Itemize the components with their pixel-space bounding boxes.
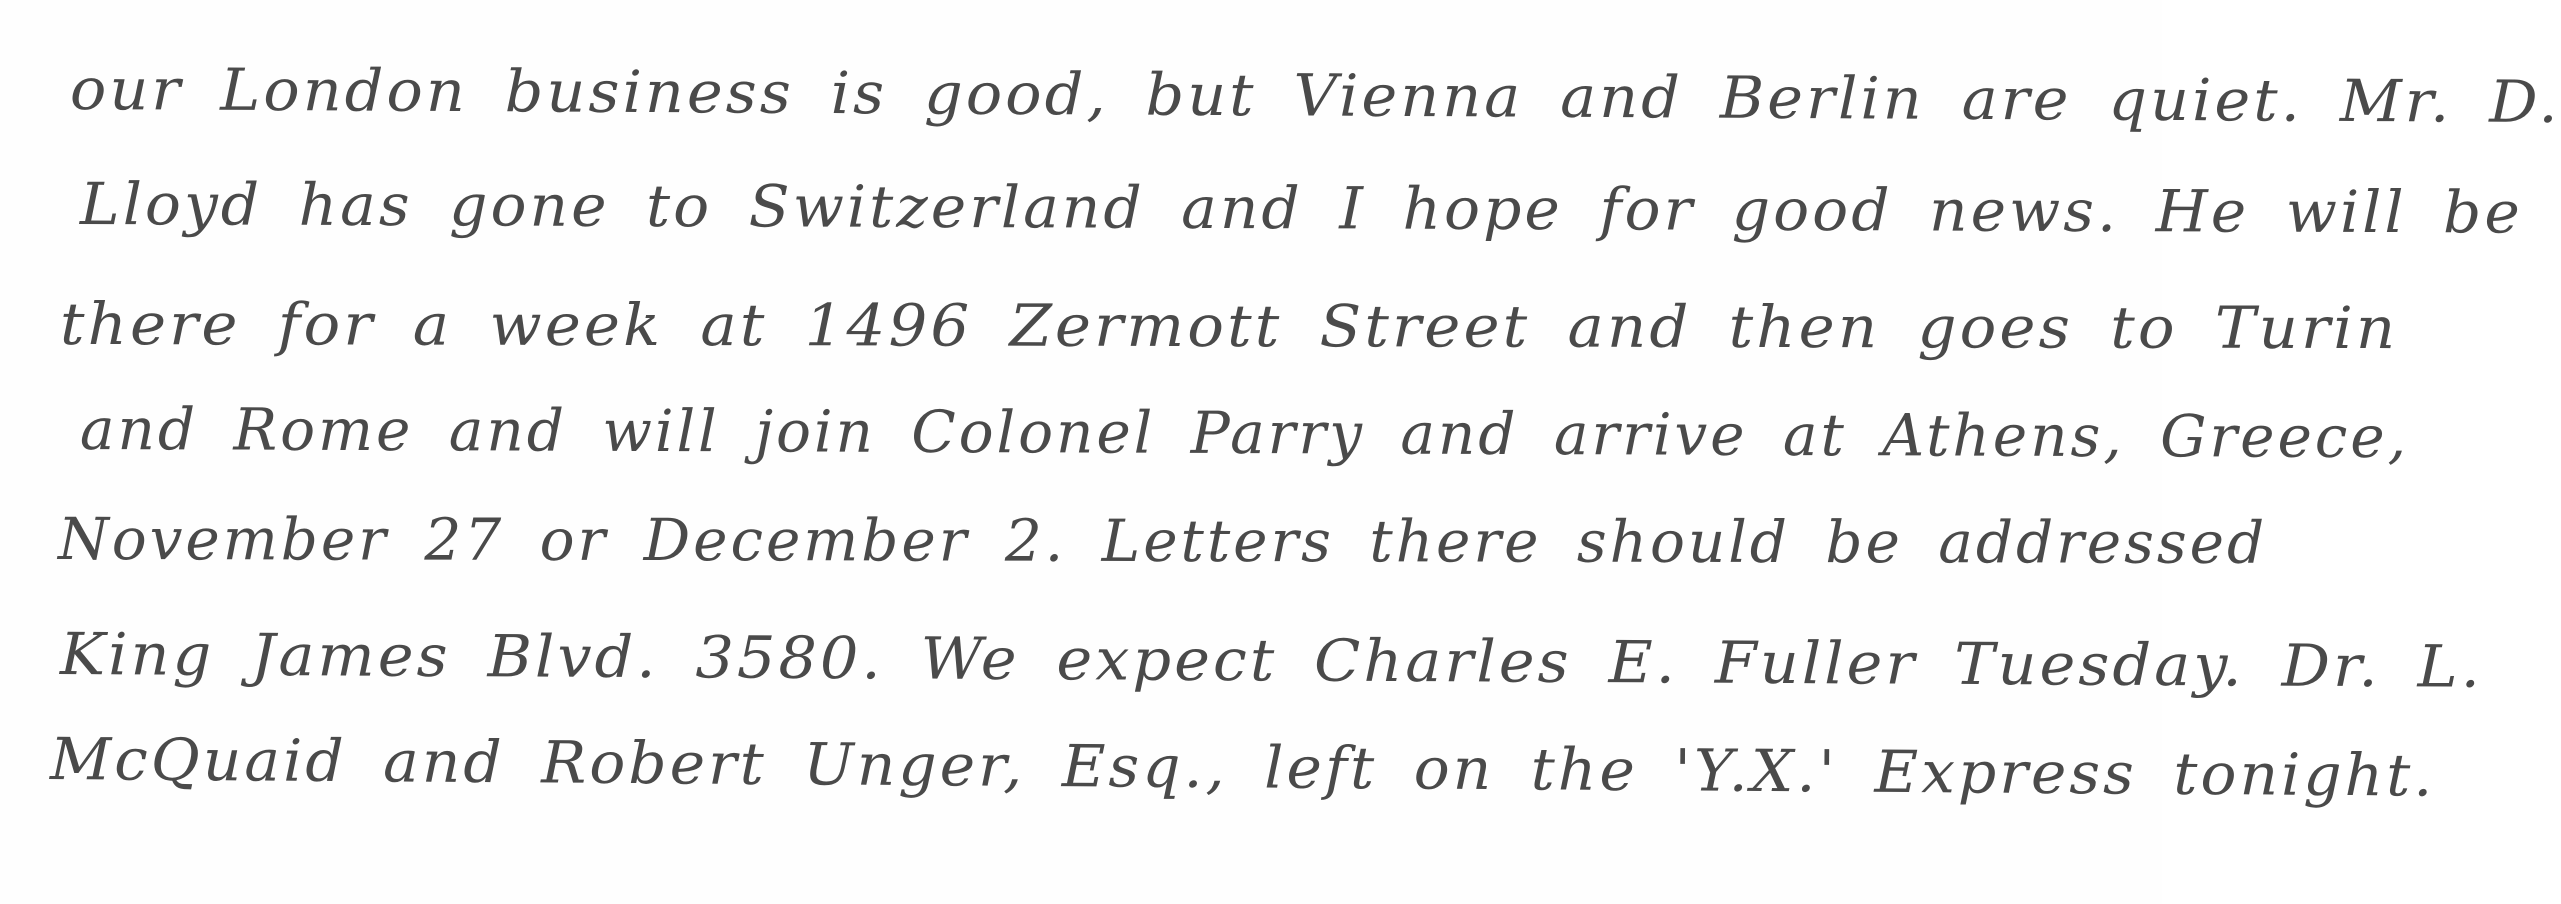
handwritten-line: November 27 or December 2. Letters there should be addressed	[57, 505, 2268, 577]
handwritten-line: McQuaid and Robert Unger, Esq., left on the 'Y.X.' Express tonight.	[49, 725, 2436, 810]
handwritten-line: Lloyd has gone to Switzerland and I hope for good news. He will be	[79, 170, 2524, 247]
handwritten-line: our London business is good, but Vienna and Berlin are quiet. Mr. D.	[69, 55, 2561, 137]
handwritten-line: King James Blvd. 3580. We expect Charles E. Fuller Tuesday. Dr. L.	[59, 620, 2484, 701]
handwritten-line: and Rome and will join Colonel Parry and arrive at Athens, Greece,	[79, 395, 2410, 472]
handwritten-line: there for a week at 1496 Zermott Street and then goes to Turin	[59, 290, 2399, 363]
